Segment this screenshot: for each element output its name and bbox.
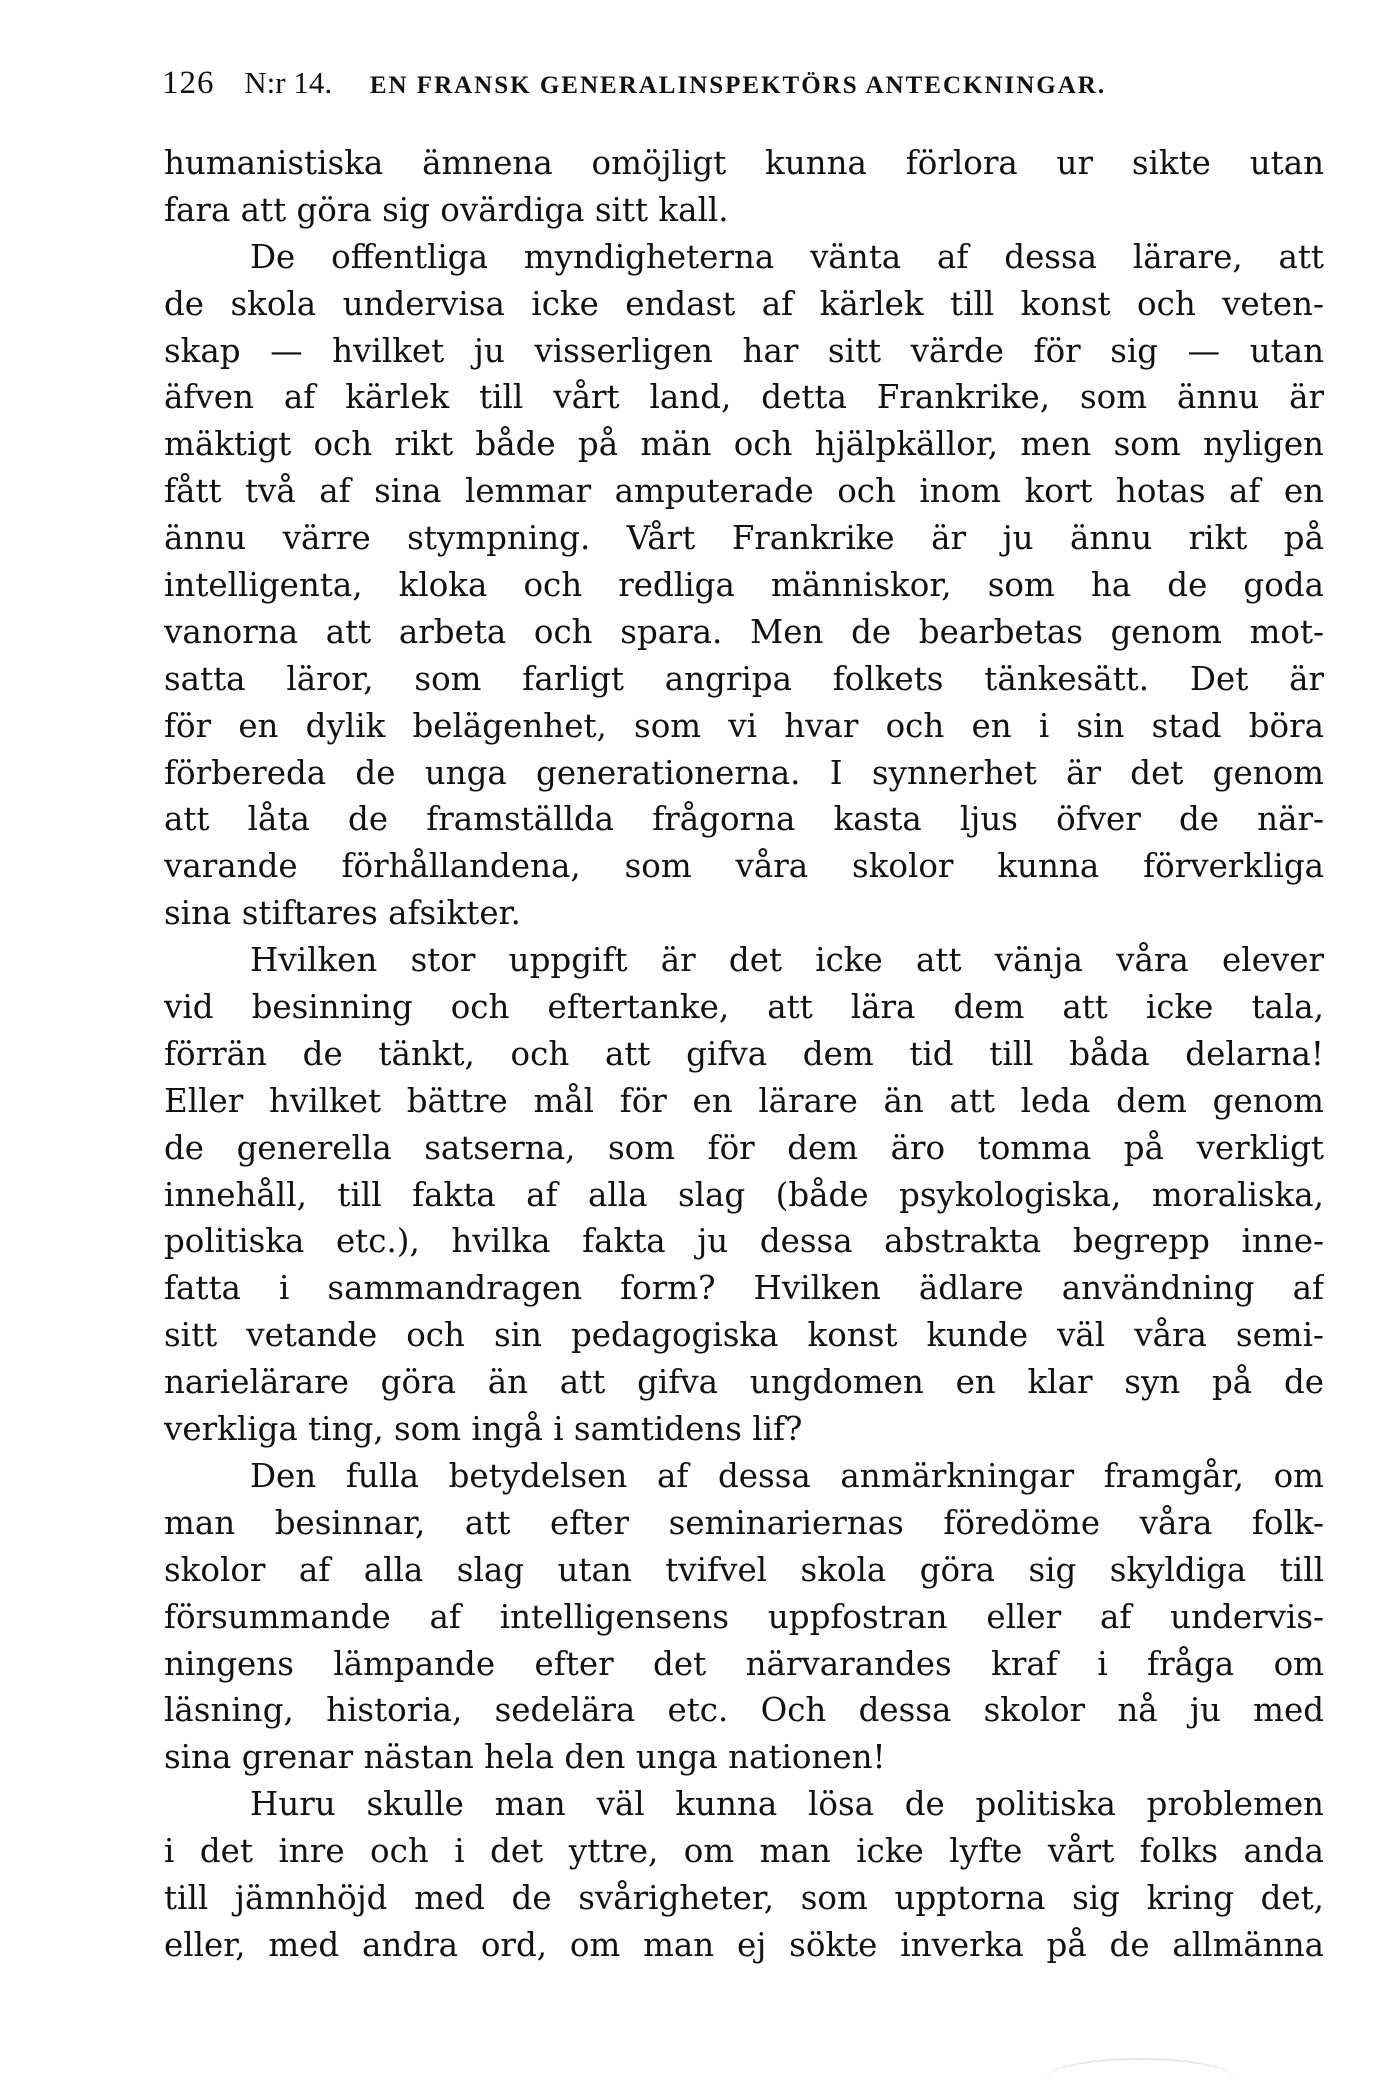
text-line-1: humanistiska ämnena omöjligt kunna förlora ur sikte utan: [164, 144, 1324, 182]
text-line-22: de generella satserna, som för dem äro tomma på verkligt: [164, 1128, 1324, 1167]
text-line-10: intelligenta, kloka och redliga människor, som ha de goda: [164, 566, 1324, 605]
text-line-29: Den fulla betydelsen af dessa anmärkningar framgår, om: [250, 1456, 1324, 1495]
text-line-24: politiska etc.), hvilka fakta ju dessa abstrakta begrepp inne-: [164, 1222, 1324, 1261]
issue-number: N:r 14.: [244, 65, 333, 100]
text-line-33: ningens lämpande efter det närvarandes kraf i fråga om: [164, 1644, 1324, 1683]
text-line-20: förrän de tänkt, och att gifva dem tid till båda delarna!: [164, 1034, 1324, 1073]
text-line-13: för en dylik belägenhet, som vi hvar och en i sin stad böra: [164, 706, 1324, 745]
text-line-3: De offentliga myndigheterna vänta af dessa lärare, att: [250, 237, 1324, 276]
text-line-17: sina stiftares afsikter.: [164, 894, 521, 933]
text-line-28: verkliga ting, som ingå i samtidens lif?: [164, 1410, 803, 1449]
text-line-4: de skola undervisa icke endast af kärlek till konst och veten-: [164, 284, 1324, 323]
text-line-7: mäktigt och rikt både på män och hjälpkällor, men som nyligen: [164, 425, 1324, 464]
text-line-32: försummande af intelligensens uppfostran eller af undervis-: [164, 1597, 1324, 1636]
text-line-34: läsning, historia, sedelära etc. Och dessa skolor nå ju med: [164, 1691, 1324, 1730]
text-line-37: i det inre och i det yttre, om man icke lyfte vårt folks anda: [164, 1832, 1324, 1871]
text-line-38: till jämnhöjd med de svårigheter, som upptorna sig kring det,: [164, 1878, 1324, 1917]
text-line-16: varande förhållandena, som våra skolor kunna förverkliga: [164, 847, 1324, 886]
text-line-23: innehåll, till fakta af alla slag (både psykologiska, moraliska,: [164, 1175, 1324, 1214]
text-line-9: ännu värre stympning. Vårt Frankrike är ju ännu rikt på: [164, 519, 1324, 558]
running-title: EN FRANSK GENERALINSPEKTÖRS ANTECKNINGAR.: [369, 72, 1107, 99]
page-smudge: [1045, 2058, 1235, 2100]
text-line-30: man besinnar, att efter seminariernas föredöme våra folk-: [164, 1503, 1324, 1542]
text-line-31: skolor af alla slag utan tvifvel skola göra sig skyldiga till: [164, 1550, 1324, 1589]
text-line-26: sitt vetande och sin pedagogiska konst kunde väl våra semi-: [164, 1316, 1324, 1355]
page-number: 126: [162, 65, 215, 101]
text-line-21: Eller hvilket bättre mål för en lärare än att leda dem genom: [164, 1081, 1324, 1120]
text-line-5: skap — hvilket ju visserligen har sitt värde för sig — utan: [164, 331, 1324, 370]
text-line-18: Hvilken stor uppgift är det icke att vänja våra elever: [250, 941, 1324, 980]
body-text: [164, 140, 1324, 1969]
text-line-14: förbereda de unga generationerna. I synnerhet är det genom: [164, 753, 1324, 792]
text-line-2: fara att göra sig ovärdiga sitt kall.: [164, 190, 729, 229]
text-line-25: fatta i sammandragen form? Hvilken ädlare användning af: [164, 1269, 1324, 1308]
running-head: [162, 62, 1322, 104]
text-line-19: vid besinning och eftertanke, att lära dem att icke tala,: [164, 988, 1324, 1027]
text-line-27: narielärare göra än att gifva ungdomen en klar syn på de: [164, 1363, 1324, 1402]
text-line-11: vanorna att arbeta och spara. Men de bearbetas genom mot-: [164, 612, 1324, 651]
text-line-8: fått två af sina lemmar amputerade och inom kort hotas af en: [164, 472, 1324, 511]
text-line-36: Huru skulle man väl kunna lösa de politiska problemen: [250, 1785, 1324, 1824]
text-line-35: sina grenar nästan hela den unga nationen!: [164, 1738, 886, 1777]
text-line-39: eller, med andra ord, om man ej sökte inverka på de allmänna: [164, 1925, 1324, 1964]
text-line-6: äfven af kärlek till vårt land, detta Frankrike, som ännu är: [164, 378, 1324, 417]
text-line-15: att låta de framställda frågorna kasta ljus öfver de när-: [164, 800, 1324, 839]
text-line-12: satta läror, som farligt angripa folkets tänkesätt. Det är: [164, 659, 1324, 698]
